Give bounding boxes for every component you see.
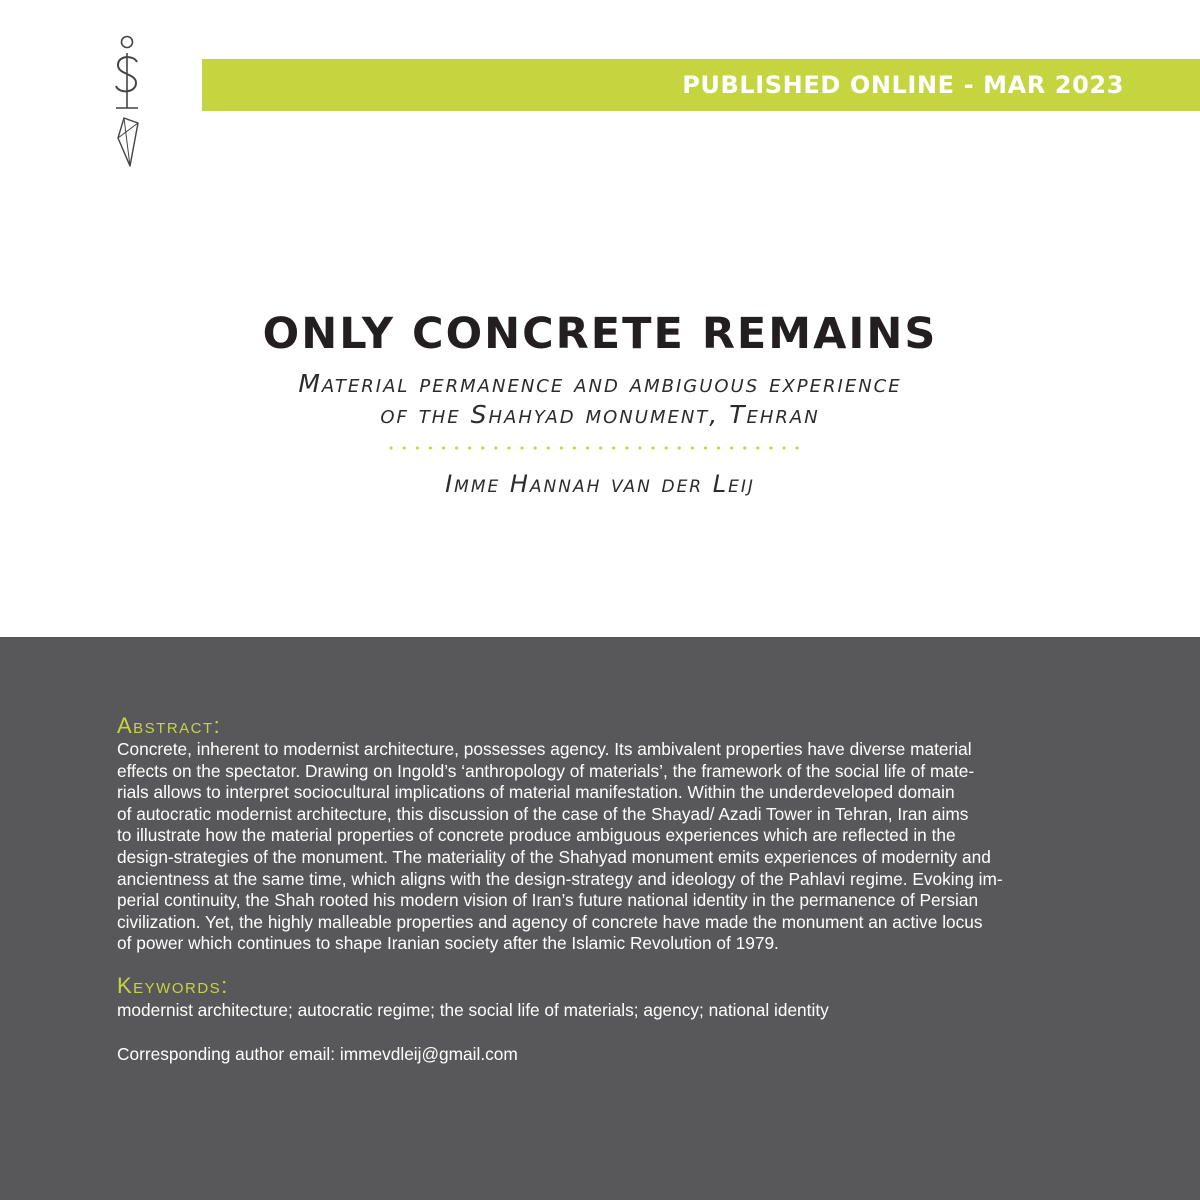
abstract-line: effects on the spectator. Drawing on Ingold’s ‘anthropology of materials’, the framework of the social life of mate- (117, 760, 975, 781)
subtitle-line: of the Shahyad monument, Tehran (380, 400, 820, 429)
keywords-heading: Keywords: (117, 972, 229, 998)
publication-banner (202, 59, 1200, 111)
abstract-content (117, 713, 1097, 1065)
journal-logo-icon (104, 34, 150, 168)
abstract-line: design-strategies of the monument. The materiality of the Shahyad monument emits experiences of modernity and (117, 846, 991, 867)
abstract-line: of power which continues to shape Iranian society after the Islamic Revolution of 1979. (117, 933, 779, 954)
author-name: Imme Hannah van der Leij (445, 470, 755, 498)
published-date: PUBLISHED ONLINE - MAR 2023 (682, 71, 1124, 99)
author-email: Corresponding author email: immevdleij@gmail.com (117, 1043, 518, 1064)
abstract-heading: Abstract: (117, 713, 222, 738)
abstract-line: to illustrate how the material properties of concrete produce ambiguous experiences which are reflected in the (117, 825, 956, 846)
abstract-line: of autocratic modernist architecture, this discussion of the case of the Shayad/ Azadi Tower in Tehran, Iran aims (117, 803, 969, 824)
article-title: ONLY CONCRETE REMAINS (262, 309, 938, 359)
abstract-line: perial continuity, the Shah rooted his modern vision of Iran’s future national identity in the permanence of Persian (117, 890, 979, 911)
subtitle-line: Material permanence and ambiguous experience (298, 369, 902, 398)
article-subtitle (0, 368, 1200, 430)
title-block (0, 306, 1200, 498)
abstract-line: ancientness at the same time, which aligns with the design-strategy and ideology of the Pahlavi regime. Evoking im- (117, 868, 1003, 889)
abstract-line: civilization. Yet, the highly malleable properties and agency of concrete have made the monument an active locus (117, 911, 983, 932)
abstract-text (117, 739, 1097, 955)
abstract-line: Concrete, inherent to modernist architecture, possesses agency. Its ambivalent properties have diverse material (117, 739, 972, 759)
abstract-line: rials allows to interpret sociocultural implications of material manifestation. Within the underdeveloped domain (117, 782, 955, 803)
abstract-panel (0, 637, 1200, 1200)
keywords-text: modernist architecture; autocratic regime; the social life of materials; agency; national identity (117, 999, 829, 1020)
dotted-divider (388, 444, 812, 452)
